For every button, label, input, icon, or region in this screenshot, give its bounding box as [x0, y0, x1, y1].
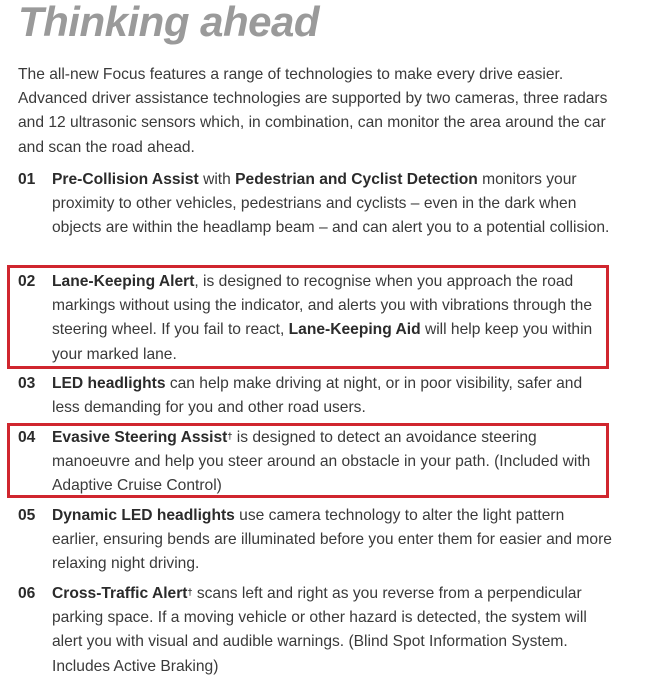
item-text: [52, 426, 612, 499]
item-text: [52, 504, 612, 577]
item-number: 03: [18, 375, 36, 392]
feature-name: Lane-Keeping Aid: [288, 321, 421, 339]
item-text: [52, 582, 612, 679]
item-text-part: can help make driving at night, or in poor visibility, safer and less demanding for you and other road users.: [52, 375, 583, 417]
item-text: [52, 270, 612, 367]
feature-name: Pre-Collision Assist: [52, 171, 199, 188]
item-number: 06: [18, 585, 36, 602]
item-text-part: will help keep you within your marked lane.: [52, 321, 593, 363]
item-text-part: use camera technology to alter the light pattern earlier, ensuring bends are illuminated before you enter them for easier and more relaxing night driving.: [52, 507, 612, 573]
item-text-part: scans left and right as you reverse from a perpendicular parking space. If a moving vehicle or other hazard is detected, the system will alert you with visual and audible warnings. (Blind Spot Information System. Includes Active Braking): [52, 585, 587, 675]
item-text-part: monitors your proximity to other vehicles, pedestrians and cyclists – even in the dark when objects are within the headlamp beam – and can alert you to a potential collision.: [52, 171, 610, 237]
item-text: [52, 168, 612, 241]
item-text: [52, 372, 612, 420]
feature-name: Cross-Traffic Alert: [52, 585, 188, 602]
item-text-part: is designed to detect an avoidance steering manoeuvre and help you steer around an obstacle in your path. (Included with Adaptive Cruise Control): [52, 429, 591, 495]
item-number: 04: [18, 429, 36, 446]
item-number: 02: [18, 273, 36, 290]
dagger-mark: †: [187, 587, 193, 597]
intro-paragraph: The all-new Focus features a range of technologies to make every drive easier. Advanced driver assistance technologies are supported by two cameras, three radars and 12 ultrasonic sensors which, in combination, can monitor the area around the car and scan the road ahead.: [18, 66, 608, 156]
page-title: Thinking ahead: [18, 0, 320, 45]
feature-name: Evasive Steering Assist: [52, 429, 228, 446]
dagger-mark: †: [227, 431, 233, 441]
feature-name: Lane-Keeping Alert: [52, 273, 195, 290]
item-number: 05: [18, 507, 36, 524]
item-number: 01: [18, 171, 36, 188]
item-text-part: with: [198, 171, 236, 188]
feature-name: Pedestrian and Cyclist Detection: [235, 171, 478, 188]
feature-name: Dynamic LED headlights: [52, 507, 235, 524]
feature-name: LED headlights: [52, 375, 166, 392]
item-text-part: , is designed to recognise when you approach the road markings without using the indicator, and alerts you with vibrations through the steering wheel. If you fail to react,: [52, 273, 593, 339]
